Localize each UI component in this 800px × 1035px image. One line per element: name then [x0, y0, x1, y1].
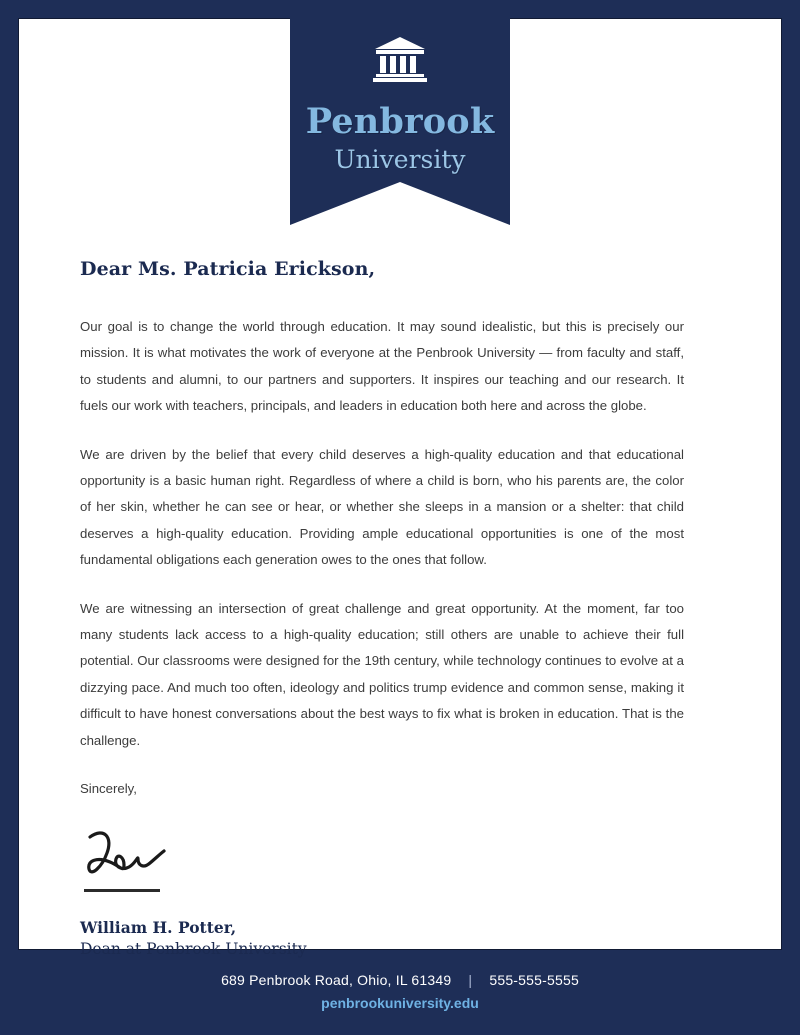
body-paragraph: We are driven by the belief that every child deserves a high-quality education and that educational opportunity is a basic human right. Regardless of where a child is born, who his parents are, the color of her skin, whether he can see or hear, or whether she sleeps in a mansion or a shelter: that child deserves a high-quality education. Providing ample educational opportunities is one of the most fundamental obligations each generation owes to the ones that follow. [80, 446, 684, 568]
footer-separator: | [468, 972, 473, 988]
page-footer [0, 950, 800, 1035]
handwritten-signature [80, 829, 176, 887]
brand-subtitle: University [334, 145, 466, 174]
signer-name: William H. Potter, [80, 917, 237, 937]
footer-address: 689 Penbrook Road, Ohio, IL 61349 [221, 972, 452, 988]
classical-building-icon [372, 36, 428, 82]
signer-title: Dean at Penbrook University [80, 939, 307, 958]
ribbon-content [290, 0, 510, 172]
footer-contact [0, 972, 800, 988]
footer-phone: 555-555-5555 [489, 972, 579, 988]
signature-rule [84, 889, 160, 892]
brand-ribbon [290, 0, 510, 225]
footer-website[interactable]: penbrookuniversity.edu [321, 995, 479, 1011]
closing-line: Sincerely, [80, 781, 137, 797]
salutation: Dear Ms. Patricia Erickson, [80, 258, 376, 280]
ribbon-tail [290, 182, 510, 225]
letter-content [80, 258, 684, 958]
signature-block [80, 829, 684, 958]
body-paragraph: We are witnessing an intersection of great challenge and great opportunity. At the moment, far too many students lack access to a high-quality education; still others are unable to achieve their full potential. Our classrooms were designed for the 19th century, while technology continues to evolve at a dizzying pace. And much too often, ideology and politics trump evidence and common sense, making it difficult to have honest conversations about the best ways to fix what is broken in education. That is the challenge. [80, 600, 684, 748]
brand-name: Penbrook [305, 101, 495, 142]
body-paragraph: Our goal is to change the world through education. It may sound idealistic, but this is precisely our mission. It is what motivates the work of everyone at the Penbrook University — from faculty and staff, to students and alumni, to our partners and supporters. It inspires our teaching and our research. It fuels our work with teachers, principals, and leaders in education both here and across the globe. [80, 319, 684, 414]
